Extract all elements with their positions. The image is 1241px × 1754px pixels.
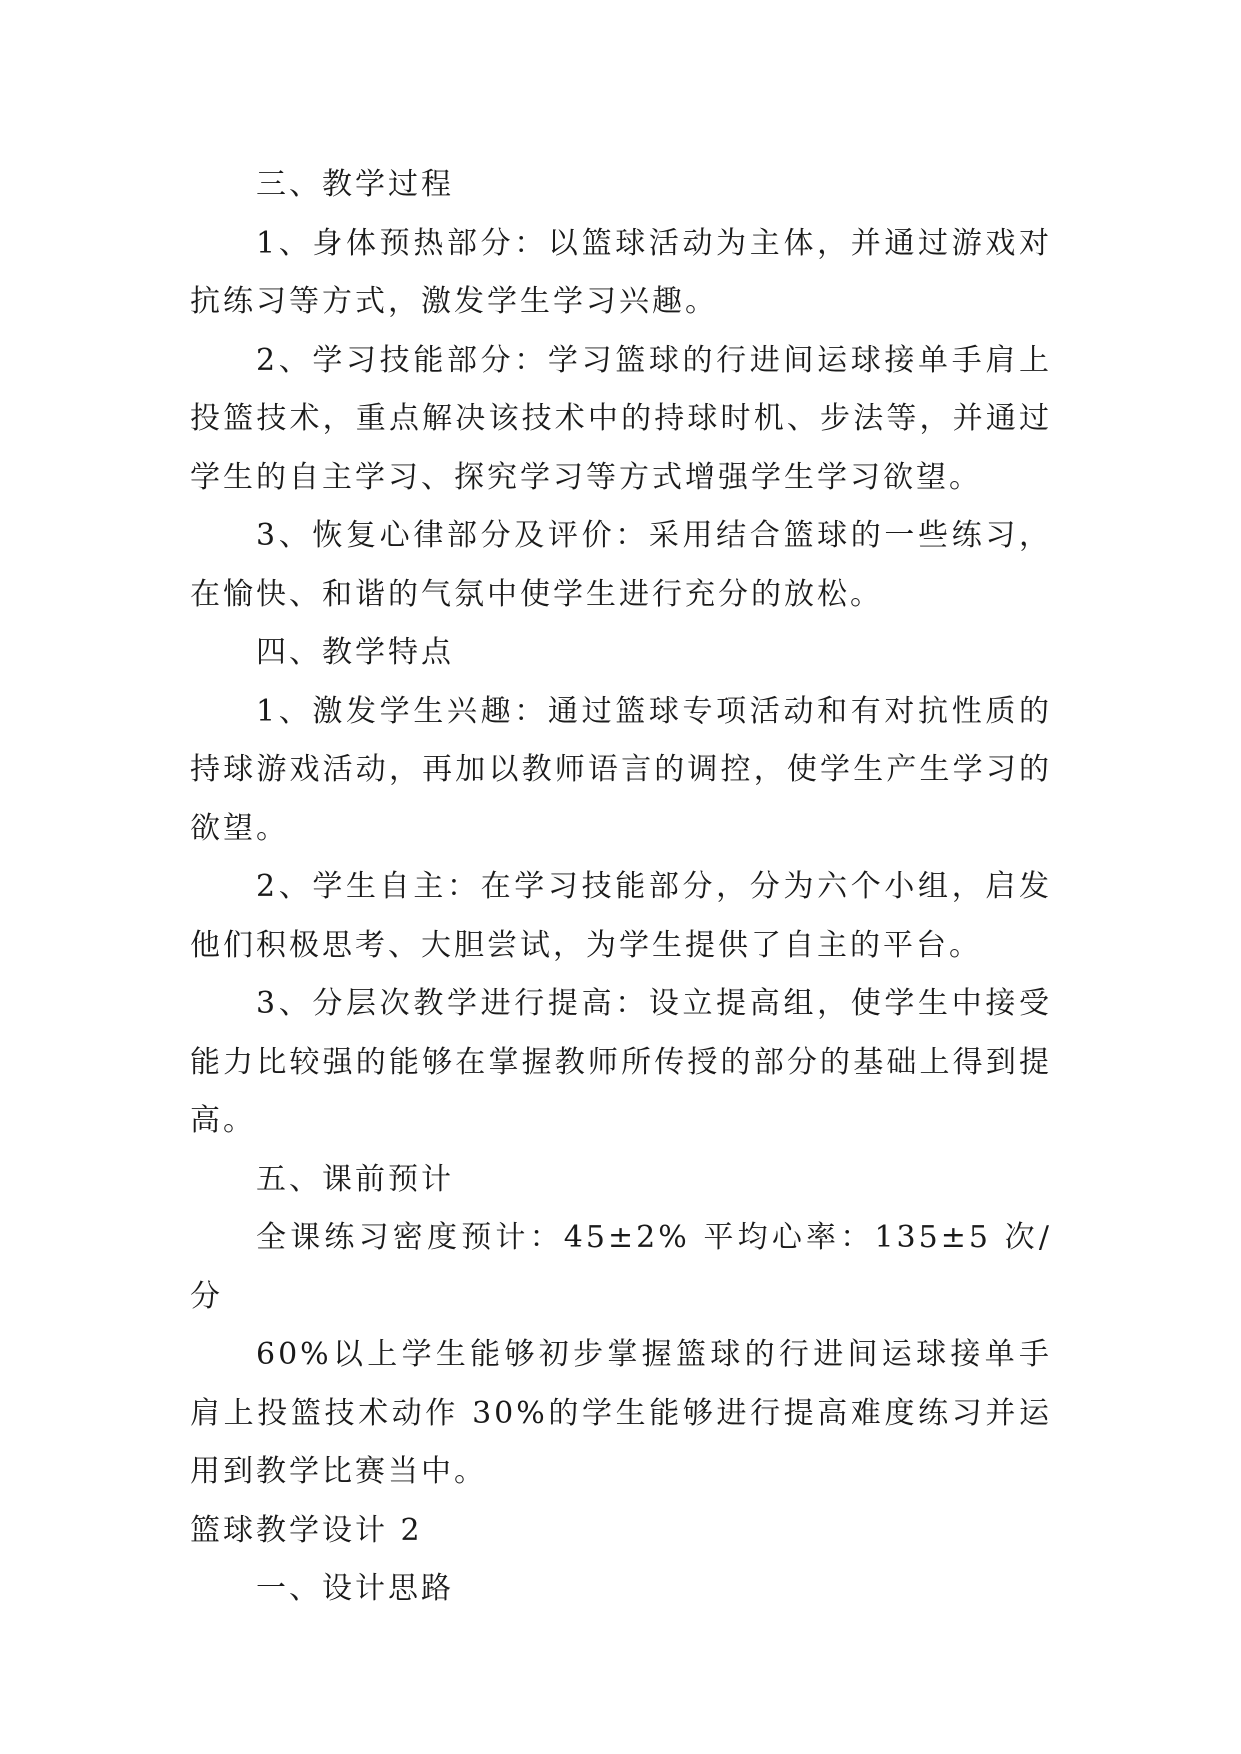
paragraph-warmup: 1、身体预热部分：以篮球活动为主体，并通过游戏对抗练习等方式，激发学生学习兴趣。 [190, 225, 1052, 319]
section-heading-pre-class-estimate: 五、课前预计 [256, 1161, 454, 1197]
section-heading-design-idea: 一、设计思路 [256, 1571, 454, 1606]
paragraph-recovery: 3、恢复心律部分及评价：采用结合篮球的一些练习，在愉快、和谐的气氛中使学生进行充分的放松。 [190, 518, 1052, 612]
paragraph-autonomy: 2、学生自主：在学习技能部分，分为六个小组，启发他们积极思考、大胆尝试，为学生提供了自主的平台。 [190, 869, 1052, 963]
section-heading-teaching-features: 四、教学特点 [256, 635, 454, 670]
paragraph-mastery-estimate: 60%以上学生能够初步掌握篮球的行进间运球接单手肩上投篮技术动作 30%的学生能够进行提高难度练习并运用到教学比赛当中。 [190, 1337, 1052, 1489]
document-title-design-2: 篮球教学设计 2 [190, 1512, 423, 1548]
paragraph-density-heartrate: 全课练习密度预计：45±2% 平均心率：135±5 次/分 [190, 1220, 1052, 1314]
document-body [190, 156, 1052, 1619]
paragraph-skill-learning: 2、学习技能部分：学习篮球的行进间运球接单手肩上投篮技术，重点解决该技术中的持球时机、步法等，并通过学生的自主学习、探究学习等方式增强学生学习欲望。 [190, 342, 1052, 495]
section-heading-teaching-process: 三、教学过程 [256, 167, 454, 202]
paragraph-interest: 1、激发学生兴趣：通过篮球专项活动和有对抗性质的持球游戏活动，再加以教师语言的调控，使学生产生学习的欲望。 [190, 693, 1052, 846]
paragraph-layered-teaching: 3、分层次教学进行提高：设立提高组，使学生中接受能力比较强的能够在掌握教师所传授的部分的基础上得到提高。 [190, 986, 1052, 1138]
